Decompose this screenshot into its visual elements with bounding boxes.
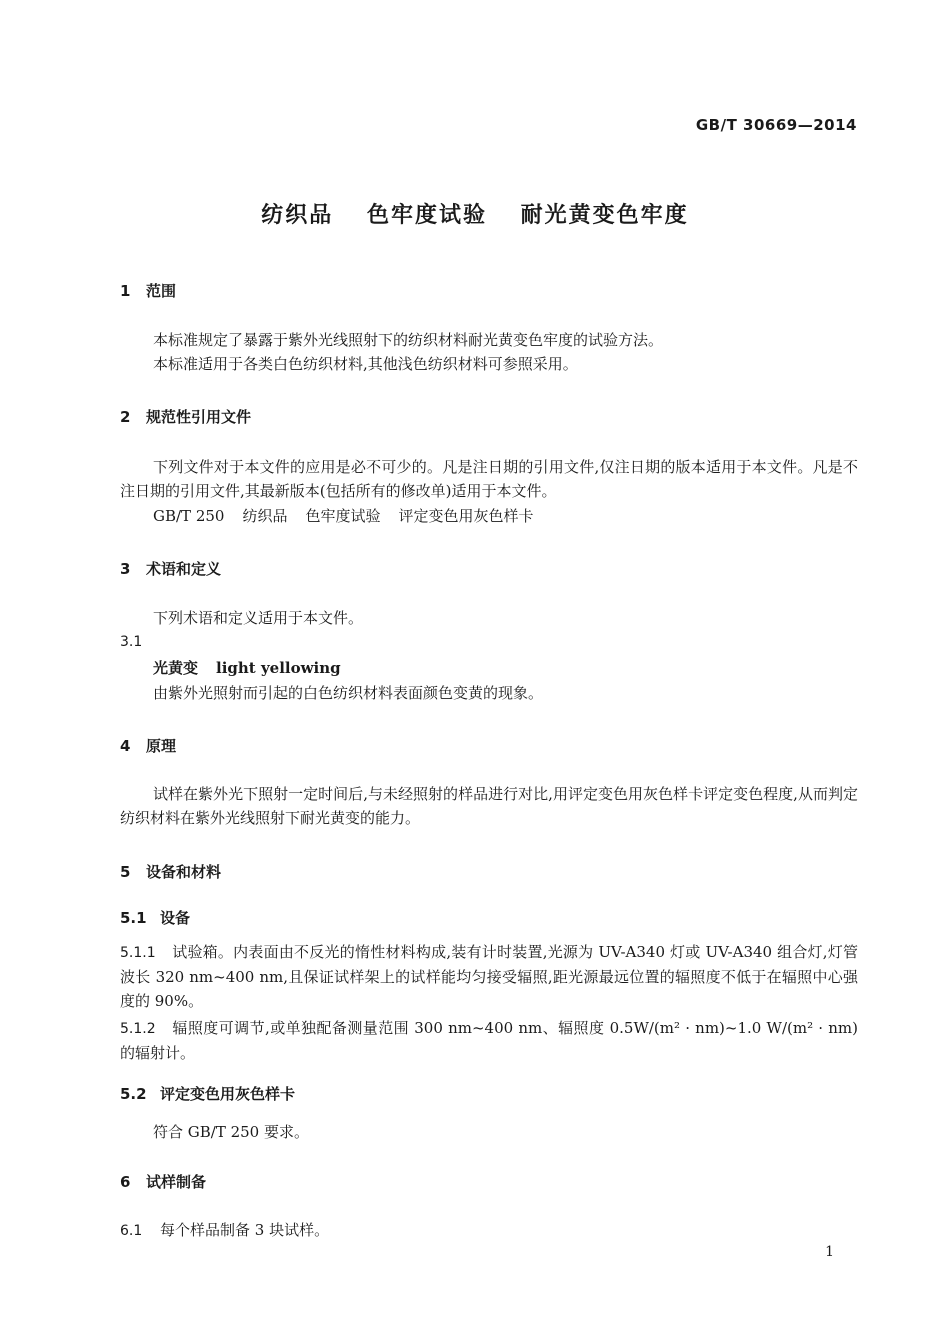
section-5-1-heading bbox=[120, 907, 190, 928]
title-part-2: 色牢度试验 bbox=[366, 203, 487, 228]
term-chinese: 光黄变 bbox=[153, 659, 199, 677]
clause-6-1-number: 6.1 bbox=[120, 1223, 143, 1239]
section-5-2-title: 评定变色用灰色样卡 bbox=[160, 1085, 296, 1103]
section-6-number: 6 bbox=[120, 1173, 131, 1191]
clause-5-1-1-text: 试验箱。内表面由不反光的惰性材料构成,装有计时装置,光源为 UV-A340 灯或 UV-A340 组合灯,灯管波长 320 nm~400 nm,且保证试样架上的试样能均匀接受辐照,距光源最远位置的辐照度不低于在辐照中心强度的 90%。 bbox=[120, 943, 858, 1010]
section-4-title: 原理 bbox=[146, 737, 177, 755]
section-1-number: 1 bbox=[120, 282, 131, 300]
document-title bbox=[0, 198, 950, 229]
page-number: 1 bbox=[825, 1244, 834, 1260]
clause-5-1-2-number: 5.1.2 bbox=[120, 1021, 156, 1037]
title-part-1: 纺织品 bbox=[261, 203, 334, 228]
section-6-title: 试样制备 bbox=[146, 1173, 207, 1191]
section-6-heading bbox=[120, 1171, 206, 1192]
clause-5-1-2 bbox=[120, 1016, 858, 1065]
reference-title-b: 色牢度试验 bbox=[305, 507, 381, 525]
section-1-heading bbox=[120, 280, 176, 301]
section-5-2-number: 5.2 bbox=[120, 1085, 147, 1103]
standard-number: GB/T 30669—2014 bbox=[695, 116, 857, 134]
section-3-number: 3 bbox=[120, 560, 131, 578]
section-5-number: 5 bbox=[120, 863, 131, 881]
clause-6-1 bbox=[120, 1218, 858, 1243]
section-5-1-title: 设备 bbox=[160, 909, 191, 927]
term-english: light yellowing bbox=[216, 659, 341, 677]
section-1-title: 范围 bbox=[146, 282, 177, 300]
section-5-2-paragraph: 符合 GB/T 250 要求。 bbox=[153, 1123, 309, 1141]
reference-title-a: 纺织品 bbox=[242, 507, 288, 525]
section-2-number: 2 bbox=[120, 408, 131, 426]
reference-title-c: 评定变色用灰色样卡 bbox=[398, 507, 534, 525]
section-5-1-number: 5.1 bbox=[120, 909, 147, 927]
section-2-heading bbox=[120, 406, 251, 427]
section-5-2-heading bbox=[120, 1083, 295, 1104]
section-2-paragraph-1: 下列文件对于本文件的应用是必不可少的。凡是注日期的引用文件,仅注日期的版本适用于本文件。凡是不注日期的引用文件,其最新版本(包括所有的修改单)适用于本文件。 bbox=[120, 458, 858, 500]
section-2-title: 规范性引用文件 bbox=[146, 408, 252, 426]
normative-reference bbox=[120, 504, 858, 528]
reference-code: GB/T 250 bbox=[153, 507, 225, 525]
clause-6-1-text: 每个样品制备 3 块试样。 bbox=[160, 1221, 330, 1239]
section-4-heading bbox=[120, 735, 176, 756]
term-number: 3.1 bbox=[120, 634, 143, 650]
section-4-paragraph-1: 试样在紫外光下照射一定时间后,与未经照射的样品进行对比,用评定变色用灰色样卡评定变色程度,从而判定纺织材料在紫外光线照射下耐光黄变的能力。 bbox=[120, 785, 858, 827]
term-definition: 由紫外光照射而引起的白色纺织材料表面颜色变黄的现象。 bbox=[153, 684, 544, 702]
section-1-paragraph-2: 本标准适用于各类白色纺织材料,其他浅色纺织材料可参照采用。 bbox=[153, 355, 578, 373]
section-3-title: 术语和定义 bbox=[146, 560, 222, 578]
section-1-paragraph-1: 本标准规定了暴露于紫外光线照射下的纺织材料耐光黄变色牢度的试验方法。 bbox=[153, 331, 664, 349]
clause-5-1-2-text: 辐照度可调节,或单独配备测量范围 300 nm~400 nm、辐照度 0.5W/(m² · nm)~1.0 W/(m² · nm)的辐射计。 bbox=[120, 1019, 858, 1062]
term-entry bbox=[120, 656, 858, 680]
section-3-paragraph-1: 下列术语和定义适用于本文件。 bbox=[153, 609, 364, 627]
section-3-heading bbox=[120, 558, 221, 579]
clause-5-1-1 bbox=[120, 940, 858, 1013]
section-5-heading bbox=[120, 861, 221, 882]
section-5-title: 设备和材料 bbox=[146, 863, 222, 881]
section-4-number: 4 bbox=[120, 737, 131, 755]
title-part-3: 耐光黄变色牢度 bbox=[520, 203, 689, 228]
clause-5-1-1-number: 5.1.1 bbox=[120, 945, 156, 961]
